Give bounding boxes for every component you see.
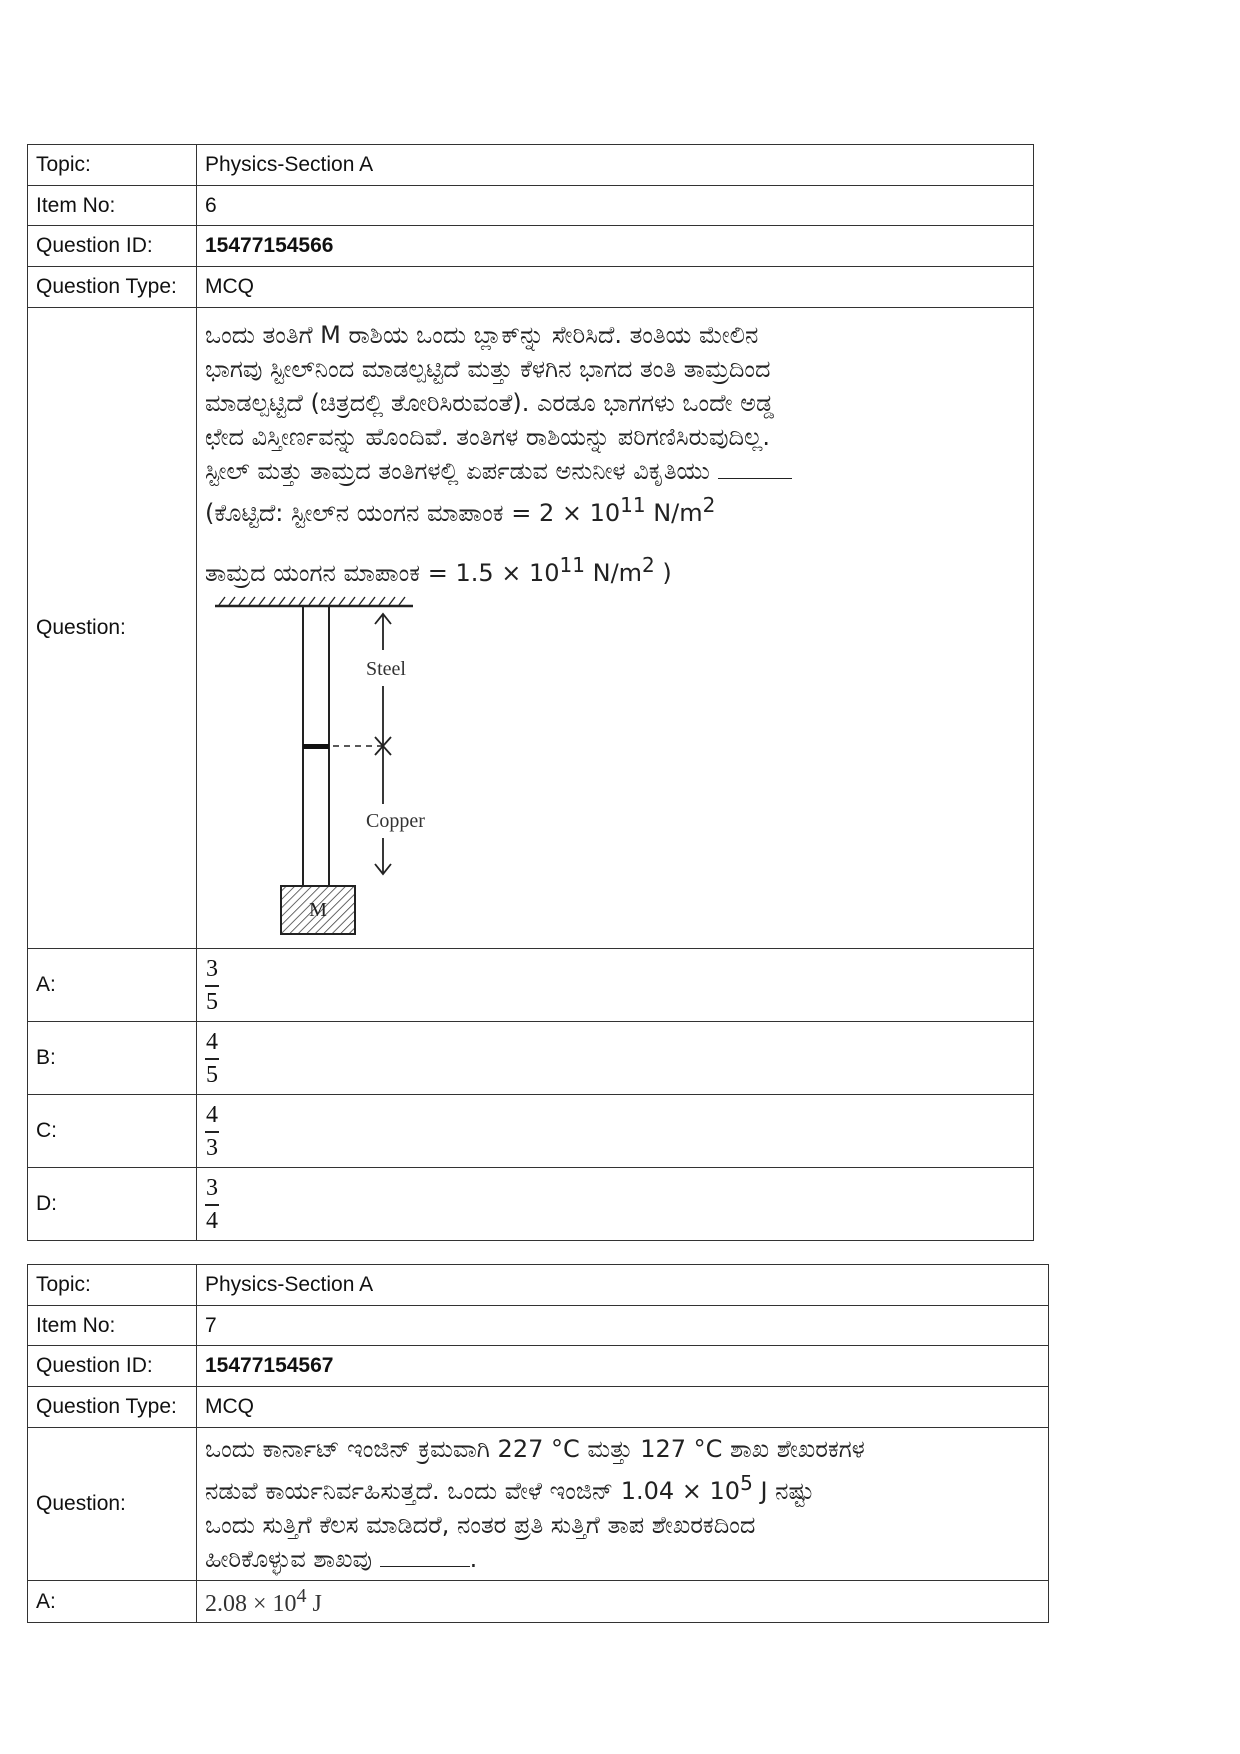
question-line — [205, 454, 1025, 488]
numerator: 4 — [206, 1101, 218, 1128]
option-c — [197, 1095, 1034, 1168]
option-b — [197, 1022, 1034, 1095]
option-a-fraction — [205, 957, 219, 1014]
question-type-value: MCQ — [197, 1387, 1049, 1428]
question-type-label: Question Type: — [28, 267, 197, 308]
given-unit: N/m — [645, 499, 703, 527]
copper-label: Copper — [366, 810, 425, 832]
denominator: 5 — [206, 1061, 218, 1088]
numerator: 3 — [206, 1174, 218, 1201]
item-no-label: Item No: — [28, 1306, 197, 1346]
option-a-label: A: — [28, 949, 197, 1022]
question-type-value: MCQ — [197, 267, 1034, 308]
option-d-fraction — [205, 1176, 219, 1233]
question-line — [205, 1542, 1040, 1576]
copper-unit-exponent: 2 — [642, 553, 655, 577]
steel-label: Steel — [366, 658, 406, 680]
option-c-label: C: — [28, 1095, 197, 1168]
denominator: 3 — [206, 1134, 218, 1161]
option-a-exponent: 4 — [296, 1585, 307, 1607]
question-line: ಮಾಡಲ್ಪಟ್ಟಿದೆ (ಚಿತ್ರದಲ್ಲಿ ತೋರಿಸಿರುವಂತೆ). ಎರಡೂ ಭಾಗಗಳು ಒಂದೇ ಅಡ್ಡ — [205, 389, 774, 417]
question-line: ಒಂದು ತಂತಿಗೆ M ರಾಶಿಯ ಒಂದು ಬ್ಲಾಕ್‌ನ್ನು ಸೇರಿಸಿದೆ. ತಂತಿಯ ಮೇಲಿನ — [205, 321, 759, 349]
numerator: 4 — [206, 1028, 218, 1055]
topic-value: Physics-Section A — [197, 145, 1034, 186]
topic-label: Topic: — [28, 1265, 197, 1306]
given-line — [205, 488, 1025, 530]
option-a-label: A: — [28, 1581, 197, 1623]
question-line: ಒಂದು ಕಾರ್ನಾಟ್ ಇಂಜಿನ್ ಕ್ರಮವಾಗಿ 227 °C ಮತ್ತು 127 °C ಶಾಖ ಶೇಖರಕಗಳ — [205, 1435, 865, 1463]
item-no-value: 7 — [197, 1306, 1049, 1346]
question-id-value — [197, 1346, 1049, 1387]
option-a-unit: J — [306, 1591, 322, 1617]
question-text — [205, 1432, 1040, 1576]
wire-figure — [213, 594, 453, 944]
question-line: ಒಂದು ಸುತ್ತಿಗೆ ಕೆಲಸ ಮಾಡಿದರೆ, ನಂತರ ಪ್ರತಿ ಸುತ್ತಿಗೆ ತಾಪ ಶೇಖರಕದಿಂದ — [205, 1511, 756, 1539]
question-label: Question: — [28, 1428, 197, 1581]
option-a — [197, 1581, 1049, 1623]
question-line-end: . — [469, 1545, 478, 1573]
option-b-fraction — [205, 1030, 219, 1087]
question-table-6 — [27, 144, 1034, 1241]
question-id-label: Question ID: — [28, 226, 197, 267]
question-body — [197, 1428, 1049, 1581]
copper-exponent: 11 — [559, 553, 585, 577]
option-c-fraction — [205, 1103, 219, 1160]
option-a-mantissa: 2.08 × 10 — [205, 1591, 297, 1617]
copper-line — [205, 548, 1025, 590]
option-a-value — [205, 1585, 322, 1617]
option-b-label: B: — [28, 1022, 197, 1095]
question-line: ಛೇದ ವಿಸ್ತೀರ್ಣವನ್ನು ಹೊಂದಿವೆ. ತಂತಿಗಳ ರಾಶಿಯನ್ನು ಪರಿಗಣಿಸಿರುವುದಿಲ್ಲ. — [205, 423, 771, 451]
question-id-value — [197, 226, 1034, 267]
option-d-label: D: — [28, 1168, 197, 1241]
work-exponent: 5 — [740, 1471, 753, 1495]
answer-blank — [380, 1548, 470, 1567]
copper-unit: N/m — [584, 559, 643, 587]
option-d — [197, 1168, 1034, 1241]
question-line-text: ಹೀರಿಕೊಳ್ಳುವ ಶಾಖವು — [205, 1545, 373, 1573]
question-label: Question: — [28, 308, 197, 949]
question-line-text: ನಡುವೆ ಕಾರ್ಯನಿರ್ವಹಿಸುತ್ತದೆ. ಒಂದು ವೇಳೆ ಇಂಜಿನ್ 1.04 × 10 — [205, 1477, 741, 1505]
ceiling-support — [215, 597, 413, 606]
wire — [303, 606, 329, 886]
question-id-text: 15477154566 — [205, 234, 334, 257]
copper-close: ) — [654, 559, 672, 587]
question-line-text: ಸ್ಟೀಲ್ ಮತ್ತು ತಾಮ್ರದ ತಂತಿಗಳಲ್ಲಿ ಏರ್ಪಡುವ ಅನುನೀಳ ವಿಕೃತಿಯು — [205, 457, 710, 485]
question-line-suffix: J ನಷ್ಟು — [752, 1477, 815, 1505]
denominator: 5 — [206, 988, 218, 1015]
answer-blank — [718, 460, 792, 479]
question-line: ಭಾಗವು ಸ್ಟೀಲ್‌ನಿಂದ ಮಾಡಲ್ಪಟ್ಟಿದೆ ಮತ್ತು ಕೆಳಗಿನ ಭಾಗದ ತಂತಿ ತಾಮ್ರದಿಂದ — [205, 355, 771, 383]
question-body — [197, 308, 1034, 949]
given-text: (ಕೊಟ್ಟಿದೆ: ಸ್ಟೀಲ್‌ನ ಯಂಗನ ಮಾಪಾಂಕ = 2 × 10 — [205, 499, 621, 527]
question-id-label: Question ID: — [28, 1346, 197, 1387]
item-no-label: Item No: — [28, 186, 197, 226]
question-id-text: 15477154567 — [205, 1354, 334, 1377]
question-table-7 — [27, 1264, 1049, 1623]
numerator: 3 — [206, 955, 218, 982]
copper-text: ತಾಮ್ರದ ಯಂಗನ ಮಾಪಾಂಕ = 1.5 × 10 — [205, 559, 560, 587]
topic-label: Topic: — [28, 145, 197, 186]
given-exponent: 11 — [620, 493, 646, 517]
option-a — [197, 949, 1034, 1022]
question-type-label: Question Type: — [28, 1387, 197, 1428]
mass-label: M — [309, 899, 327, 921]
denominator: 4 — [206, 1207, 218, 1234]
item-no-value: 6 — [197, 186, 1034, 226]
steel-arrow — [375, 614, 391, 755]
given-unit-exponent: 2 — [702, 493, 716, 517]
topic-value: Physics-Section A — [197, 1265, 1049, 1306]
mass-block — [281, 886, 355, 934]
question-text — [205, 318, 1025, 590]
question-line — [205, 1466, 1040, 1508]
